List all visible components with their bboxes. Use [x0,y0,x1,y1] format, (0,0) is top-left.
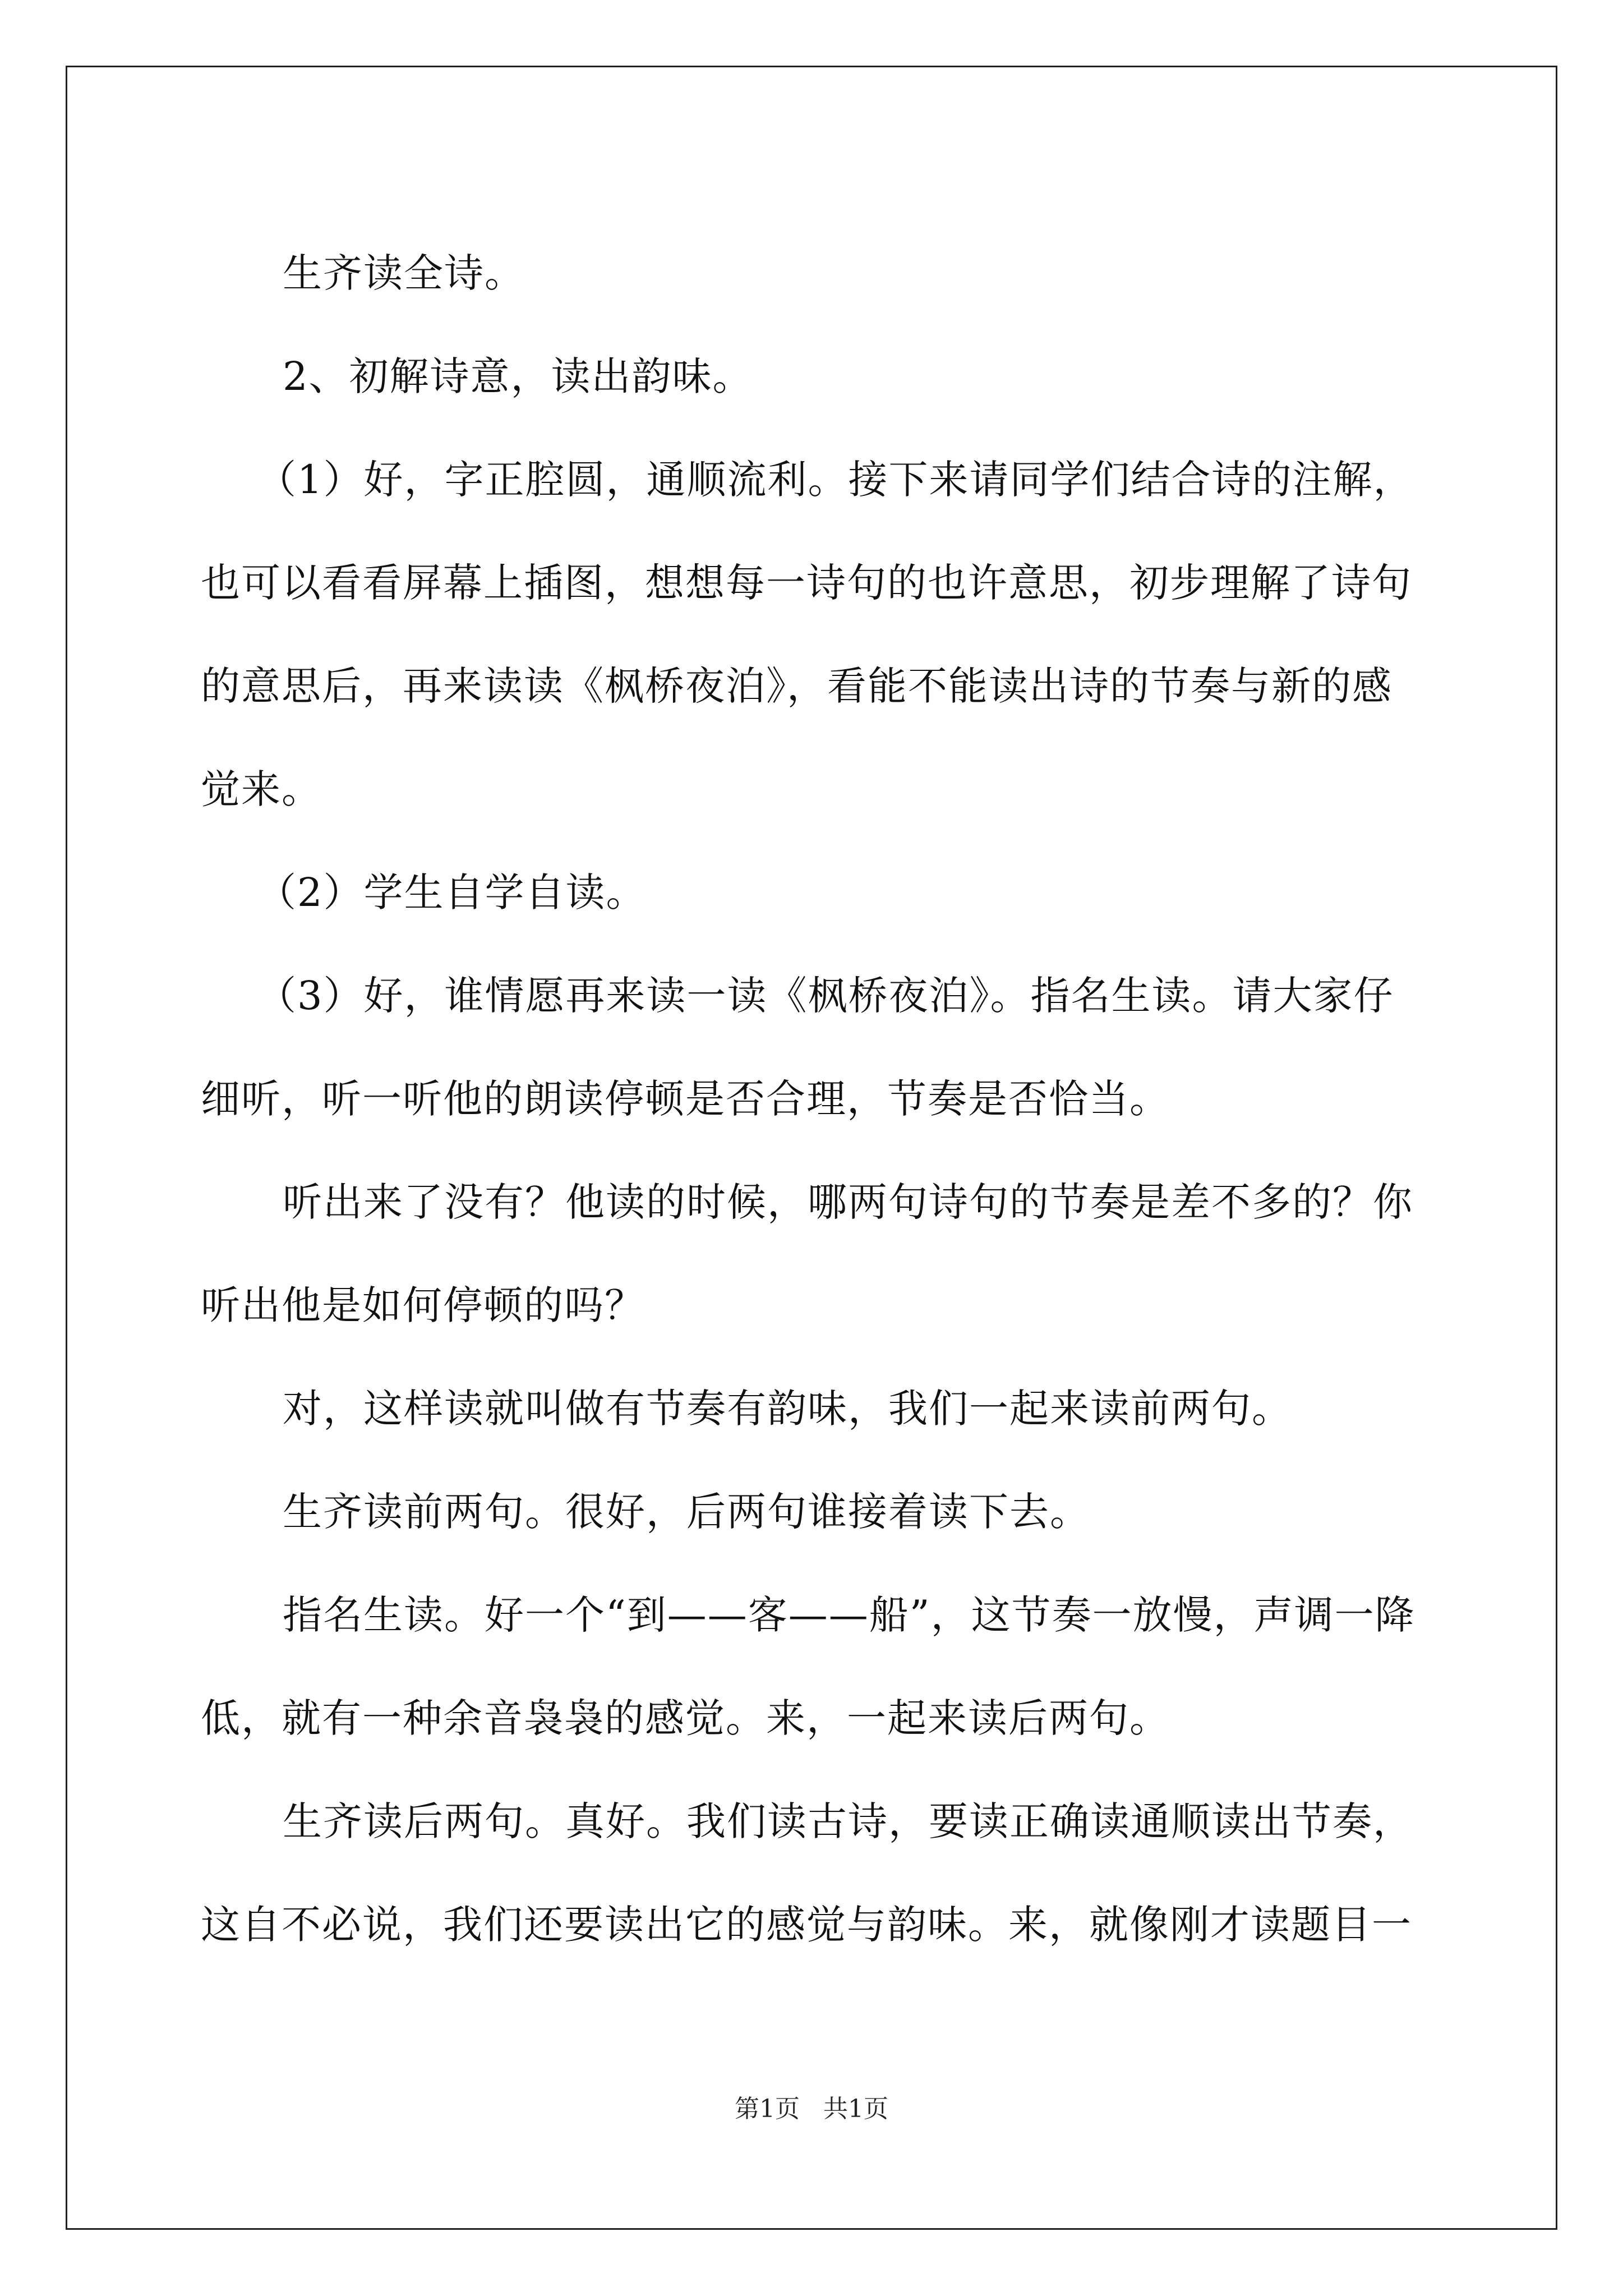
paragraph: （1）好，字正腔圆，通顺流利。接下来请同学们结合诗的注解，也可以看看屏幕上插图，想想每一诗句的也许意思，初步理解了诗句的意思后，再来读读《枫桥夜泊》，看能不能读出诗的节奏与新的感觉来。 [201,457,1414,812]
paragraph: 2、初解诗意，读出韵味。 [283,353,753,399]
page-number: 第1页 [735,2095,800,2123]
document-body [201,222,1429,1976]
paragraph: 生齐读前两句。很好，后两句谁接着读下去。 [283,1489,1090,1535]
page-footer [0,2092,1623,2126]
paragraph: 听出来了没有？他读的时候，哪两句诗句的节奏是差不多的？你听出他是如何停顿的吗？ [201,1179,1413,1328]
paragraph: 对，这样读就叫做有节奏有韵味，我们一起来读前两句。 [283,1386,1292,1432]
paragraph: 生齐读全诗。 [283,250,525,296]
paragraph: 指名生读。好一个“到——客——船”，这节奏一放慢，声调一降低，就有一种余音袅袅的感觉。来，一起来读后两句。 [201,1592,1415,1741]
page-total: 共1页 [823,2095,888,2123]
paragraph: （3）好，谁情愿再来读一读《枫桥夜泊》。指名生读。请大家仔细听，听一听他的朗读停顿是否合理，节奏是否恰当。 [201,973,1394,1122]
paragraph: （2）学生自学自读。 [257,869,647,915]
paragraph: 生齐读后两句。真好。我们读古诗，要读正确读通顺读出节奏，这自不必说，我们还要读出它的感觉与韵味。来，就像刚才读题目一 [201,1798,1413,1948]
